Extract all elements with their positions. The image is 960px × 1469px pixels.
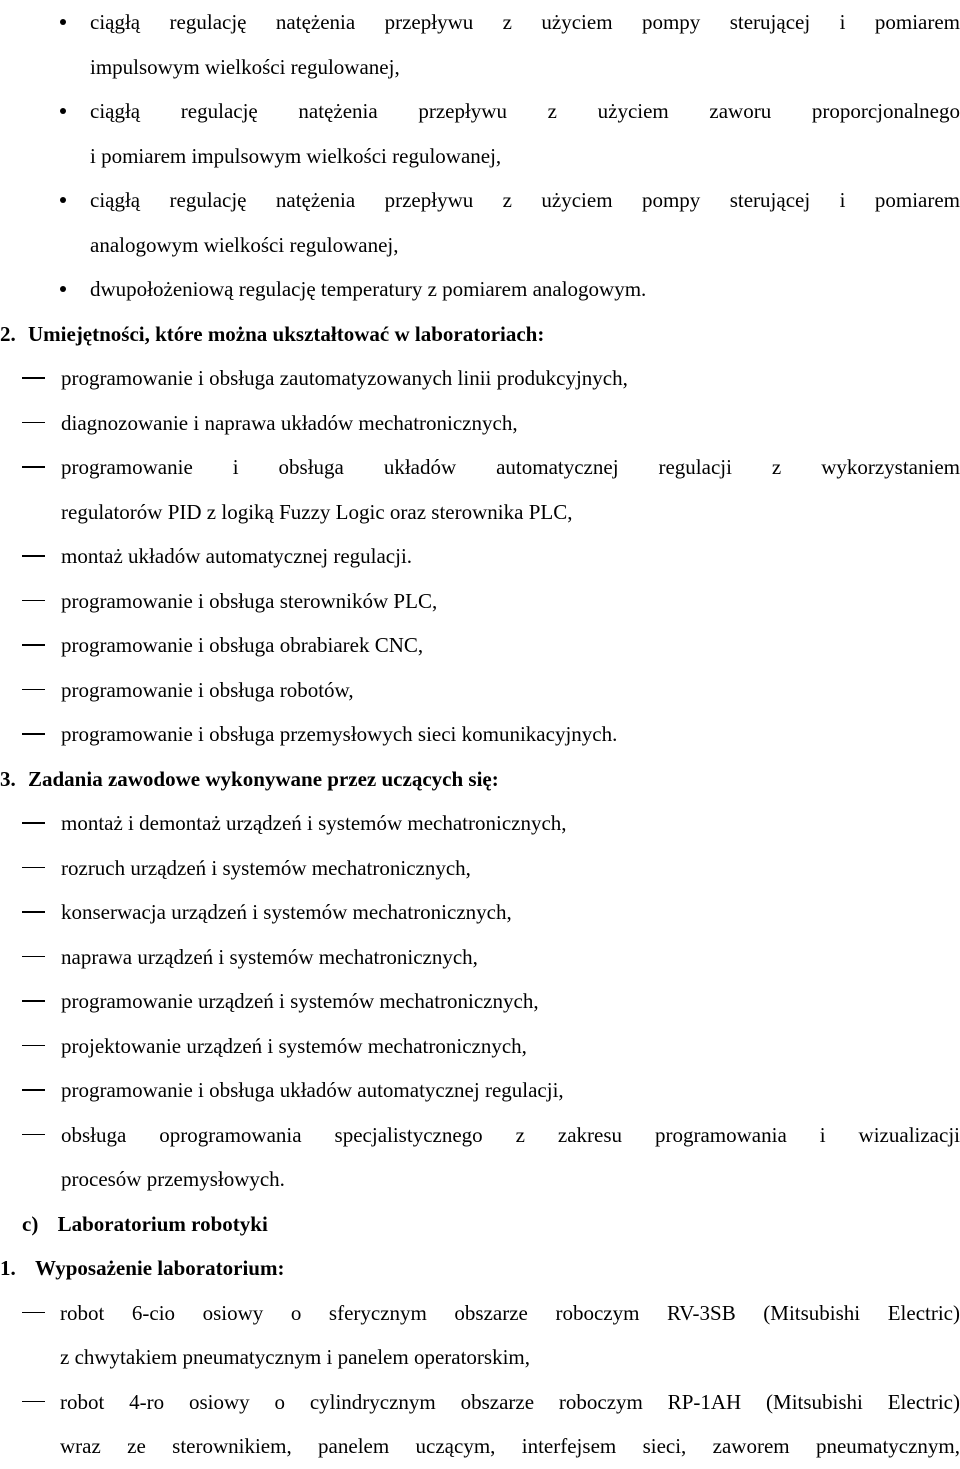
list-item-line: z chwytakiem pneumatycznym i panelem operatorskim, — [60, 1345, 531, 1369]
list-item-line: diagnozowanie i naprawa układów mechatronicznych, — [61, 410, 518, 435]
dash-icon — [22, 911, 45, 913]
dash-icon — [22, 555, 45, 557]
list-item-line: analogowym wielkości regulowanej, — [90, 232, 399, 257]
section-number: 2. — [0, 321, 16, 346]
list-item-line: obsługa oprogramowania specjalistycznego z zakresu programowania i wizualizacji — [61, 1122, 960, 1147]
list-item — [0, 356, 960, 401]
list-item — [0, 267, 960, 312]
list-item — [0, 1291, 960, 1380]
subsection-title: Laboratorium robotyki — [57, 1211, 268, 1236]
dash-icon — [22, 377, 45, 379]
list-item — [0, 579, 960, 624]
bullet-icon — [60, 197, 66, 203]
list-item-line: programowanie i obsługa obrabiarek CNC, — [61, 633, 424, 657]
list-item-line: konserwacja urządzeń i systemów mechatronicznych, — [61, 900, 512, 924]
dash-list — [0, 356, 960, 757]
bullet-list — [0, 0, 960, 312]
dash-icon — [22, 422, 45, 424]
list-item-line: robot 4-ro osiowy o cylindrycznym obszarze roboczym RP-1AH (Mitsubishi Electric) — [60, 1389, 960, 1414]
dash-icon — [22, 1000, 45, 1002]
list-item-line: montaż układów automatycznej regulacji. — [61, 544, 413, 568]
list-item-line: ciągłą regulację natężenia przepływu z użyciem pompy sterującej i pomiarem — [90, 10, 960, 34]
list-item — [0, 1068, 960, 1113]
list-item-line: programowanie i obsługa układów automatycznej regulacji, — [61, 1078, 564, 1102]
dash-icon — [22, 733, 45, 735]
list-item-line: impulsowym wielkości regulowanej, — [90, 54, 400, 79]
list-item-line: rozruch urządzeń i systemów mechatronicznych, — [61, 855, 471, 880]
bullet-icon — [60, 286, 66, 292]
dash-icon — [22, 1134, 45, 1136]
section-heading — [0, 1246, 960, 1291]
list-item — [0, 178, 960, 267]
section-heading — [0, 312, 960, 357]
dash-list — [0, 1291, 960, 1469]
list-item — [0, 890, 960, 935]
dash-icon — [22, 1089, 45, 1091]
list-item — [0, 623, 960, 668]
list-item — [0, 712, 960, 757]
list-item — [0, 1380, 960, 1469]
dash-icon — [22, 867, 45, 869]
bullet-icon — [60, 19, 66, 25]
list-item — [0, 801, 960, 846]
list-item-line: wraz ze sterownikiem, panelem uczącym, interfejsem sieci, zaworem pneumatycznym, — [60, 1434, 960, 1458]
section-number: 1. — [0, 1256, 16, 1280]
section-heading — [0, 757, 960, 802]
section-title: Zadania zawodowe wykonywane przez uczących się: — [28, 766, 499, 791]
subsection-letter: c) — [22, 1211, 39, 1236]
dash-list — [0, 801, 960, 1202]
dash-icon — [22, 1045, 45, 1047]
list-item-line: programowanie urządzeń i systemów mechatronicznych, — [61, 989, 539, 1013]
list-item-line: i pomiarem impulsowym wielkości regulowanej, — [90, 143, 502, 168]
dash-icon — [22, 466, 45, 468]
dash-icon — [22, 689, 45, 691]
list-item-line: programowanie i obsługa układów automatycznej regulacji z wykorzystaniem — [61, 455, 960, 479]
list-item-line: procesów przemysłowych. — [61, 1167, 285, 1191]
list-item — [0, 979, 960, 1024]
list-item-line: robot 6-cio osiowy o sferycznym obszarze roboczym RV-3SB (Mitsubishi Electric) — [60, 1300, 960, 1325]
list-item-line: programowanie i obsługa sterowników PLC, — [61, 588, 438, 613]
bullet-icon — [60, 108, 66, 114]
list-item — [0, 935, 960, 980]
list-item-line: programowanie i obsługa robotów, — [61, 677, 354, 702]
section-title: Wyposażenie laboratorium: — [35, 1256, 285, 1280]
dash-icon — [22, 600, 45, 602]
list-item-line: ciągłą regulację natężenia przepływu z użyciem pompy sterującej i pomiarem — [90, 188, 960, 212]
list-item-line: dwupołożeniową regulację temperatury z pomiarem analogowym. — [90, 277, 647, 301]
section-number: 3. — [0, 766, 16, 791]
section-title: Umiejętności, które można ukształtować w laboratoriach: — [28, 321, 545, 346]
subsection-heading — [0, 1202, 960, 1247]
list-item-line: regulatorów PID z logiką Fuzzy Logic oraz sterownika PLC, — [61, 499, 573, 524]
list-item-line: ciągłą regulację natężenia przepływu z użyciem zaworu proporcjonalnego — [90, 99, 960, 123]
list-item — [0, 668, 960, 713]
list-item — [0, 1113, 960, 1202]
list-item-line: naprawa urządzeń i systemów mechatronicznych, — [61, 944, 478, 969]
dash-icon — [22, 1401, 45, 1403]
dash-icon — [22, 644, 45, 646]
list-item-line: projektowanie urządzeń i systemów mechatronicznych, — [61, 1033, 527, 1058]
list-item-line: programowanie i obsługa zautomatyzowanych linii produkcyjnych, — [61, 366, 628, 390]
dash-icon — [22, 1312, 45, 1314]
list-item — [0, 1024, 960, 1069]
dash-icon — [22, 822, 45, 824]
list-item — [0, 0, 960, 89]
list-item-line: montaż i demontaż urządzeń i systemów mechatronicznych, — [61, 811, 567, 835]
dash-icon — [22, 956, 45, 958]
list-item — [0, 401, 960, 446]
list-item — [0, 846, 960, 891]
list-item — [0, 445, 960, 534]
list-item — [0, 89, 960, 178]
list-item — [0, 534, 960, 579]
list-item-line: programowanie i obsługa przemysłowych sieci komunikacyjnych. — [61, 722, 618, 746]
